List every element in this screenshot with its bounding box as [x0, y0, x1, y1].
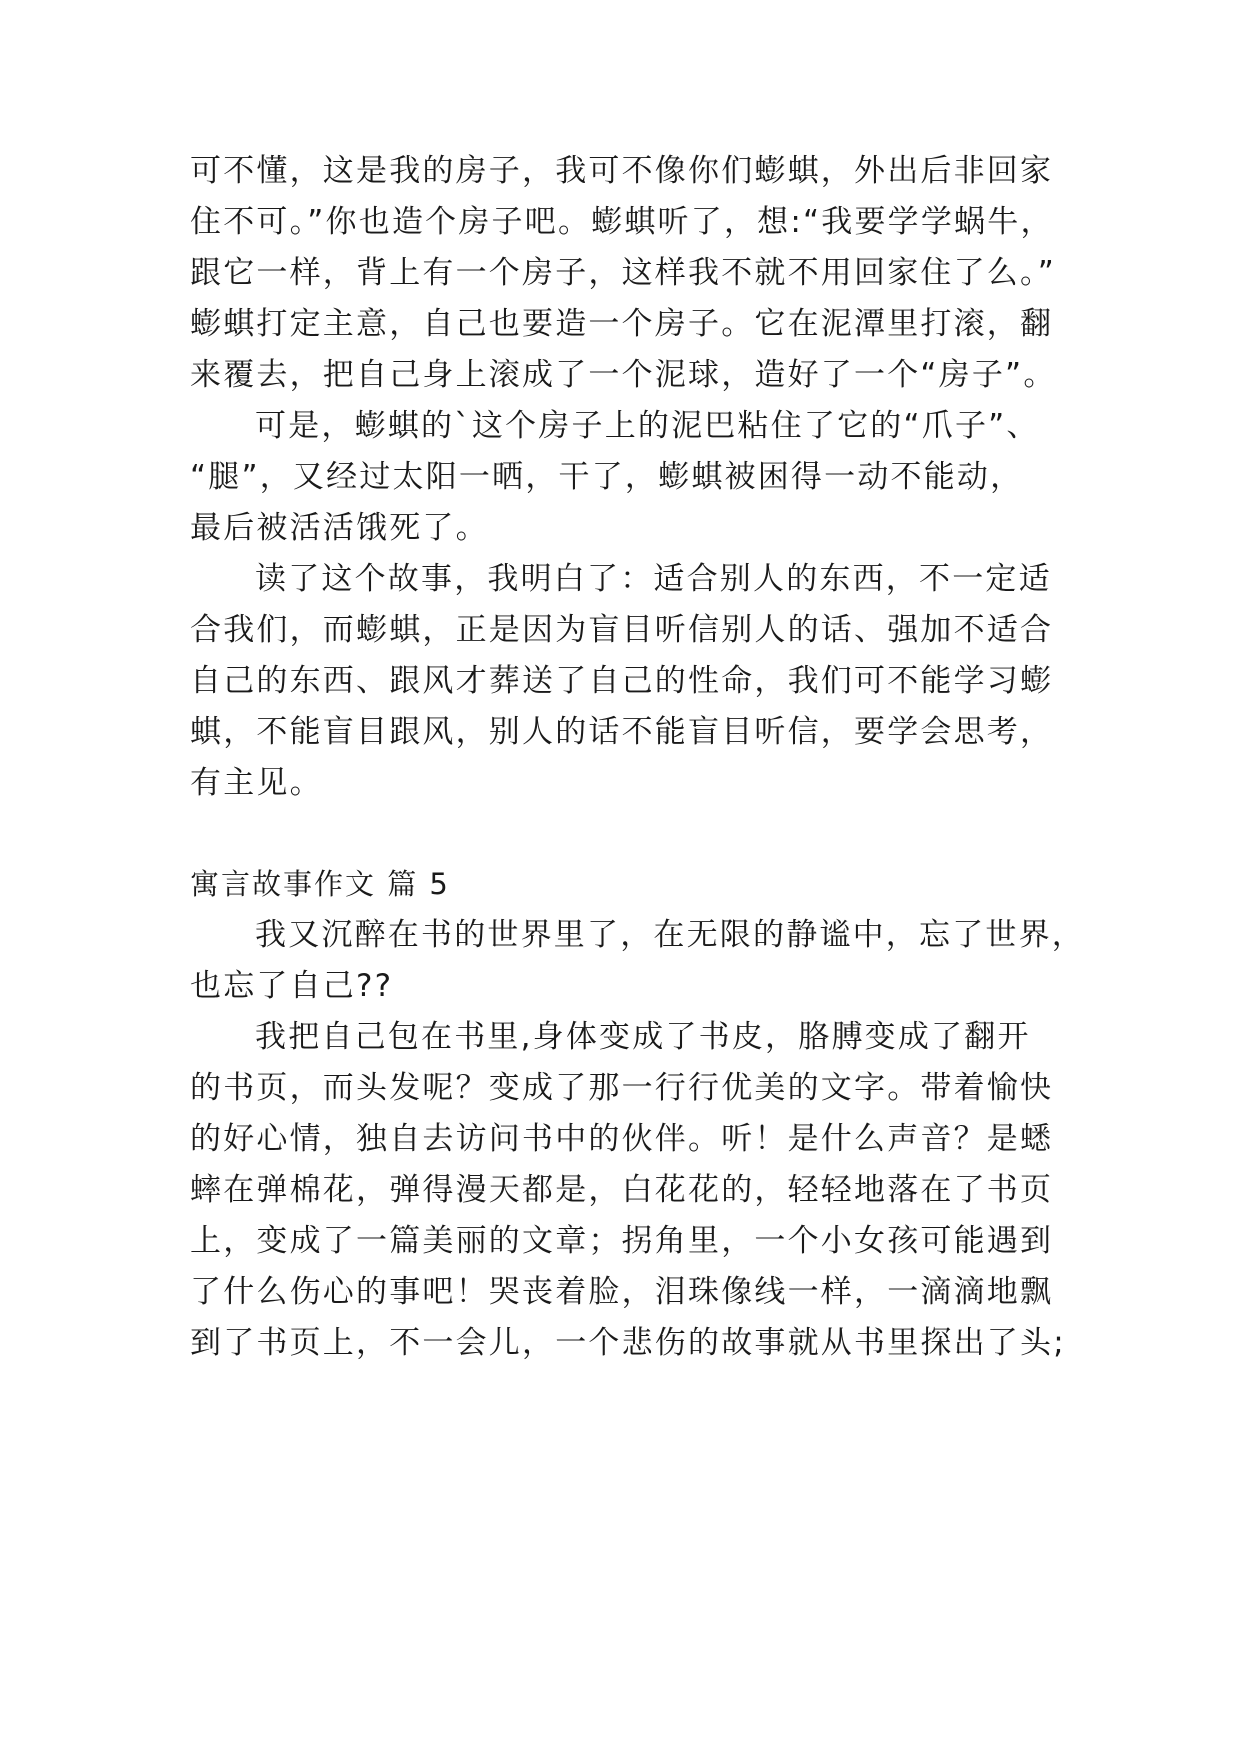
text-line: 的书页，而头发呢？变成了那一行行优美的文字。带着愉快: [190, 1070, 1054, 1106]
text-line: 了什么伤心的事吧！哭丧着脸，泪珠像线一样，一滴滴地飘: [190, 1274, 1054, 1310]
text-line: 合我们，而蟛蜞，正是因为盲目听信别人的话、强加不适合: [190, 612, 1054, 648]
text-line: 蟀在弹棉花，弹得漫天都是，白花花的，轻轻地落在了书页: [190, 1172, 1054, 1208]
paragraph-first-line: 可是，蟛蜞的`这个房子上的泥巴粘住了它的“爪子”、: [255, 408, 1040, 444]
text-line: 可不懂，这是我的房子，我可不像你们蟛蜞，外出后非回家: [190, 153, 1054, 189]
text-line: 也忘了自己??: [190, 968, 394, 1004]
text-line: 蟛蜞打定主意，自己也要造一个房子。它在泥潭里打滚，翻: [190, 306, 1054, 342]
text-line: 住不可。”你也造个房子吧。蟛蜞听了，想:“我要学学蜗牛，: [190, 204, 1054, 240]
text-line: 最后被活活饿死了。: [190, 510, 489, 546]
paragraph-first-line: 读了这个故事，我明白了：适合别人的东西，不一定适: [255, 561, 1052, 597]
text-line: 到了书页上，不一会儿，一个悲伤的故事就从书里探出了头;: [190, 1325, 1066, 1361]
text-line: 上，变成了一篇美丽的文章；拐角里，一个小女孩可能遇到: [190, 1223, 1054, 1259]
paragraph-first-line: 我把自己包在书里,身体变成了书皮，胳膊变成了翻开: [255, 1019, 1031, 1055]
text-line: 来覆去，把自己身上滚成了一个泥球，造好了一个“房子”。: [190, 357, 1057, 393]
text-line: 跟它一样，背上有一个房子，这样我不就不用回家住了么。”: [190, 255, 1056, 291]
text-line: 自己的东西、跟风才葬送了自己的性命，我们可不能学习蟛: [190, 663, 1054, 699]
text-line: “腿”，又经过太阳一晒，干了，蟛蜞被困得一动不能动，: [190, 459, 1024, 495]
section-heading: 寓言故事作文 篇 5: [190, 867, 450, 901]
text-line: 蜞，不能盲目跟风，别人的话不能盲目听信，要学会思考，: [190, 714, 1054, 750]
text-line: 有主见。: [190, 765, 323, 801]
text-line: 的好心情，独自去访问书中的伙伴。听！是什么声音？是蟋: [190, 1121, 1054, 1157]
paragraph-first-line: 我又沉醉在书的世界里了，在无限的静谧中，忘了世界，: [255, 917, 1085, 953]
